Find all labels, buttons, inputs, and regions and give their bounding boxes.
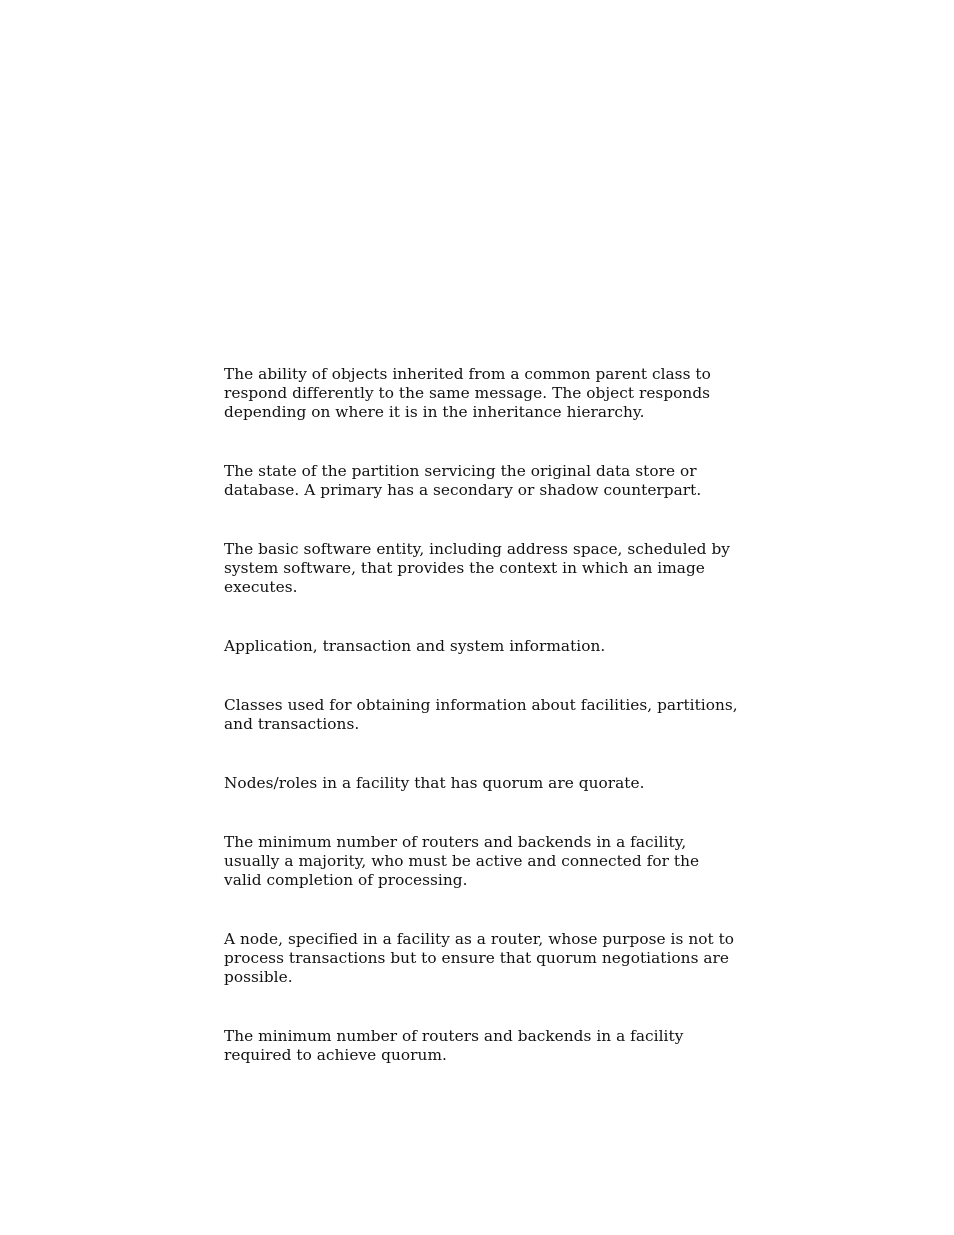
definition-line: The minimum number of routers and backends in a facility, [224,833,687,851]
definition-line: process transactions but to ensure that quorum negotiations are [224,949,730,967]
definition-line: system software, that provides the context in which an image [224,559,705,577]
definition-line: possible. [224,968,293,986]
definition-line: Nodes/roles in a facility that has quorum are quorate. [224,774,645,792]
definition-query-classes [224,696,738,734]
definition-line: usually a majority, who must be active and connected for the [224,852,700,870]
definition-quorate [224,774,724,793]
definition-line: A node, specified in a facility as a router, whose purpose is not to [224,930,735,948]
definition-quorum [224,833,724,890]
definition-list [224,365,738,1105]
definition-line: database. A primary has a secondary or shadow counterpart. [224,481,702,499]
definition-line: The minimum number of routers and backends in a facility [224,1027,684,1045]
definition-line: depending on where it is in the inheritance hierarchy. [224,403,645,421]
definition-line: respond differently to the same message. The object responds [224,384,711,402]
definition-quorum-node [224,930,735,987]
definition-primary [224,462,724,500]
definition-line: executes. [224,578,298,596]
definition-line: The state of the partition servicing the original data store or [224,462,697,480]
definition-process [224,540,730,597]
definition-line: required to achieve quorum. [224,1046,447,1064]
definition-line: Classes used for obtaining information about facilities, partitions, [224,696,738,714]
definition-line: The basic software entity, including address space, scheduled by [224,540,730,558]
definition-line: Application, transaction and system information. [224,637,606,655]
definition-line: The ability of objects inherited from a common parent class to [224,365,711,383]
definition-processing-information [224,637,724,656]
definition-quorum-count [224,1027,724,1065]
definition-polymorphism [224,365,724,422]
definition-line: and transactions. [224,715,360,733]
definition-line: valid completion of processing. [224,871,468,889]
